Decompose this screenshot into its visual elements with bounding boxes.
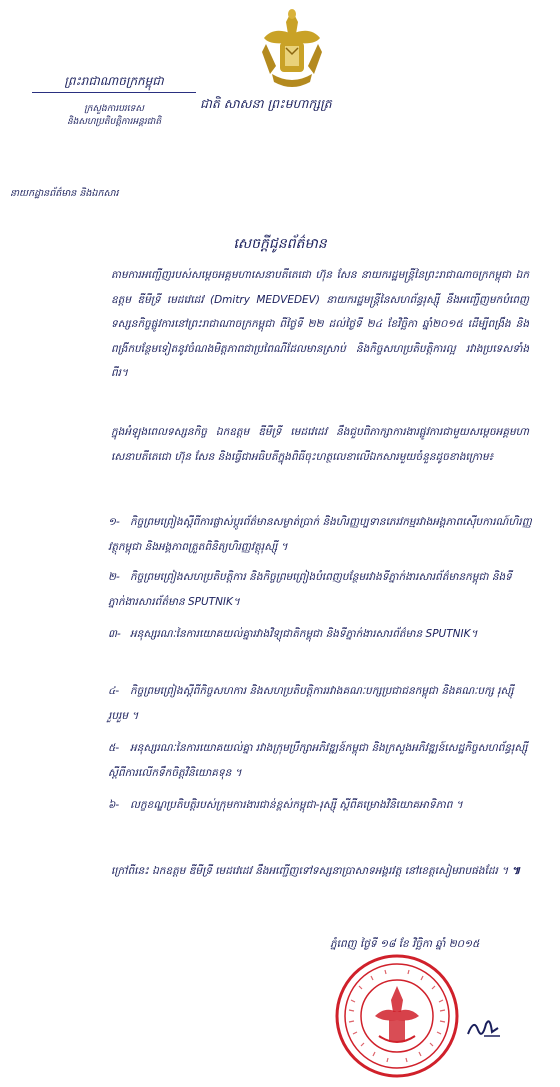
item-number: ៣-: [108, 628, 121, 640]
item-text: លក្ខខណ្ឌប្រតិបត្តិរបស់ក្រុមការងារជាន់ខ្ពស់កម្ពុជា-រុស្ស៊ី ស្ដីពីគម្រោងវិនិយោគអាទិភាព ។: [130, 799, 463, 811]
item-text: កិច្ចព្រមព្រៀងសហប្រតិបត្តិការ និងកិច្ចព្រមព្រៀងបំពេញបន្ថែមរវាងទីភ្នាក់ងារសារព័ត៌មានកម្ពុជា និងទីភ្នាក់ងារសារព័ត៌មាន SPUTNIK។: [108, 571, 512, 608]
item-number: ៤-: [108, 685, 120, 697]
item-number: ១-: [108, 516, 120, 528]
closing-mark: ៕: [511, 865, 521, 877]
item-number: ២-: [108, 571, 120, 583]
item-text: កិច្ចព្រមព្រៀងស្ដីពីការផ្លាស់ប្ដូរព័ត៌មានសម្ងាត់ប្រាក់ និងហិរញ្ញប្បទានភេរវកម្មរវាងអង្គភាពស៊ើបការណ៍ហិរញ្ញវត្ថុកម្ពុជា និងអង្គភាពត្រួតពិនិត្យហិរញ្ញវត្ថុរុស្ស៊ី ។: [108, 516, 532, 553]
paragraph-intro: តាមការអញ្ជើញរបស់សម្ដេចអគ្គមហាសេនាបតីតេជោ ហ៊ុន សែន នាយករដ្ឋមន្ត្រីនៃព្រះរាជាណាចក្រកម្ពុជា ឯកឧត្តម ឌីមីទ្រី មេដវេដេវ (Dmitry MEDVEDEV) នាយករដ្ឋមន្ត្រីនៃសហព័ន្ធរុស្ស៊ី នឹងអញ្ជើញមកបំពេញទស្សនកិច្ចផ្លូវការនៅព្រះរាជាណាចក្រកម្ពុជា ពីថ្ងៃទី ២២ ដល់ថ្ងៃទី ២៤ ខែវិច្ឆិកា ឆ្នាំ២០១៥ ដើម្បីពង្រឹង និងពង្រីកបន្ថែមទៀតនូវចំណងមិត្តភាពជាប្រពៃណីដែលមានស្រាប់ និងកិច្ចសហប្រតិបត្តិការល្អ រវាងប្រទេសទាំងពីរ។: [111, 269, 529, 379]
national-motto: ជាតិ សាសនា ព្រះមហាក្សត្រ: [200, 96, 332, 111]
ministry-header: [10, 72, 214, 201]
royal-emblem-icon: [252, 8, 332, 90]
item-text: អនុស្សរណៈនៃការយោគយល់គ្នា រវាងក្រុមប្រឹក្សាអភិវឌ្ឍន៍កម្ពុជា និងក្រសួងអភិវឌ្ឍន៍សេដ្ឋកិច្ចសហព័ន្ធរុស្ស៊ី ស្ដីពីការលើកទឹកចិត្តវិនិយោគទុន ។: [108, 742, 528, 779]
item-number: ៥-: [108, 742, 120, 754]
signature-icon: [464, 1014, 504, 1044]
ministry-name: ក្រសួងការបរទេស និងសហប្រតិបត្តិការអន្តរជាតិ: [66, 104, 162, 127]
agreement-item: [108, 736, 533, 786]
item-text: កិច្ចព្រមព្រៀងស្ដីពីកិច្ចសហការ និងសហប្រតិបត្តិការរវាងគណៈបក្សប្រជាជនកម្ពុជា និងគណៈបក្ស រុស្ស៊ីរួបរួម ។: [108, 685, 514, 722]
official-seal-icon: [331, 950, 463, 1082]
agreement-item: [108, 679, 533, 729]
item-text: អនុស្សរណៈនៃការយោគយល់គ្នារវាងវិទ្យុជាតិកម្ពុជា និងទីភ្នាក់ងារសារព័ត៌មាន SPUTNIK។: [130, 628, 478, 640]
paragraph-meetings: ក្នុងអំឡុងពេលទស្សនកិច្ច ឯកឧត្តម ឌីមីទ្រី មេដវេដេវ នឹងជួបពិភាក្សាការងារផ្លូវការជាមួយសម្ដេចអគ្គមហាសេនាបតីតេជោ ហ៊ុន សែន និងធ្វើជាអធិបតីក្នុងពិធីចុះហត្ថលេខាលើឯកសារមួយចំនួនដូចខាងក្រោម៖: [111, 426, 529, 463]
header-divider: [32, 92, 196, 93]
closing-paragraph: [111, 858, 529, 884]
document-title: សេចក្ដីជូនព័ត៌មាន: [233, 236, 327, 252]
agreement-item: [108, 510, 533, 560]
agreement-item: [108, 565, 533, 615]
agreement-item: [108, 622, 533, 647]
department-name: នាយកដ្ឋានព័ត៌មាន និងឯកសារ: [10, 188, 119, 199]
kingdom-title: ព្រះរាជាណាចក្រកម្ពុជា: [64, 74, 164, 88]
agreement-item: [108, 793, 533, 818]
date-line: ភ្នំពេញ ថ្ងៃទី ១៨ ខែ វិច្ឆិកា ឆ្នាំ ២០១៥: [330, 938, 480, 950]
closing-text: ក្រៅពីនេះ ឯកឧត្តម ឌីមីទ្រី មេដវេដេវ នឹងអញ្ជើញទៅទស្សនាប្រាសាទអង្គរវត្ត នៅខេត្តសៀមរាបផងដែរ ។: [111, 865, 509, 877]
item-number: ៦-: [108, 799, 120, 811]
